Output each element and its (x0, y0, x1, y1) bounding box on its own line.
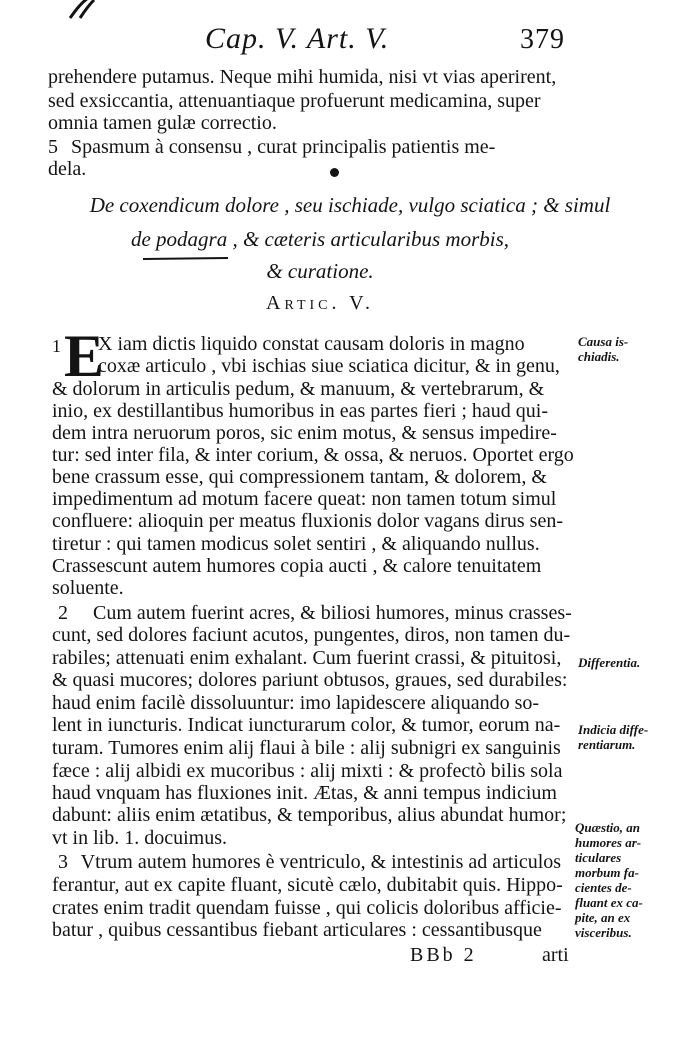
paragraph-three-first-line (58, 851, 561, 873)
text-line: rabiles; attenuati enim exhalant. Cum fuerint crassi, & pituitosi, (52, 647, 562, 669)
margin-note-differentia: Differentia. (578, 655, 641, 670)
text-line: Vtrum autem humores è ventriculo, & intestinis ad articulos (80, 851, 562, 873)
paragraph-number: 1 (52, 336, 61, 356)
text-line: batur , quibus cessantibus fiebant articulares : cessantibusque (52, 919, 542, 941)
text-line: fæce : alij albidi ex mucoribus : alij mixti : & profectò bilis sola (52, 760, 563, 782)
text-line: bene crassum esse, qui compressionem tantam, & dolorem, & (52, 466, 547, 488)
text-line: ferantur, aut ex capite fluant, sicutè cælo, dubitabit quis. Hippo- (52, 874, 563, 896)
text-line: haud vnquam has fluxiones init. Ætas, & anni tempus indicium (52, 782, 557, 804)
paragraph-number: 2 (58, 602, 68, 624)
article-label: Artic. V. (266, 292, 374, 314)
text-line: & quasi mucores; dolores pariunt obtusos, graues, sed durabiles: (52, 669, 568, 691)
ink-flourish-icon (66, 0, 96, 20)
item-five-text: Spasmum à consensu , curat principalis patientis me- (71, 136, 496, 158)
text-line: soluente. (52, 577, 124, 599)
text-line: dabunt: aliis enim ætatibus, & temporibus, alius abundat humor; (52, 804, 567, 826)
page-number: 379 (520, 24, 565, 55)
text-line: omnia tamen gulæ correctio. (48, 112, 277, 134)
signature-mark: BBb 2 (410, 944, 477, 966)
text-line: vt in lib. 1. docuimus. (52, 827, 227, 849)
text-line: Cum autem fuerint acres, & biliosi humores, minus crasses- (93, 602, 572, 624)
text-line: coxæ articulo , vbi ischias siue sciatica dicitur, & in genu, (98, 355, 560, 377)
ink-dot (330, 168, 339, 177)
text-line: sed exsiccantia, attenuantiaque profuerunt medicamina, super (48, 90, 541, 112)
text-line: haud enim facilè dissoluuntur: imo lapidescere aliquando so- (52, 692, 540, 714)
item-five-line (48, 136, 495, 158)
catchword: arti (542, 944, 569, 966)
drop-cap: E (64, 323, 105, 389)
text-line: Crassescunt autem humores copia aucti , & calore tenuitatem (52, 555, 542, 577)
margin-note-indicia: Indicia diffe- rentiarum. (578, 722, 649, 752)
text-line: inio, ex destillantibus humoribus in eas partes fieri ; haud qui- (52, 400, 549, 422)
paragraph-two-first-line (58, 602, 572, 624)
page-header (0, 18, 700, 60)
text-line: tiretur : qui tamen modicus solet sentiri , & aliquando nullus. (52, 533, 540, 555)
section-heading-line: De coxendicum dolore , seu ischiade, vulgo sciatica ; & simul (89, 193, 611, 217)
text-line: lent in iuncturis. Indicat iuncturarum color, & tumor, eorum na- (52, 714, 561, 736)
section-heading-line: de podagra , & cæteris articularibus morbis, (130, 227, 509, 251)
text-line: dela. (48, 158, 87, 180)
text-line: prehendere putamus. Neque mihi humida, nisi vt vias aperirent, (48, 66, 557, 88)
text-line: & dolorum in articulis pedum, & manuum, & vertebrarum, & (52, 378, 545, 400)
text-line: turam. Tumores enim alij flaui à bile : alij subnigri ex sanguinis (52, 737, 561, 759)
page-footer (0, 944, 700, 974)
paragraph-number: 5 (48, 136, 58, 158)
text-line: confluere: alioquin per meatus fluxionis dolor vagans dirus sen- (52, 510, 563, 532)
running-head: Cap. V. Art. V. (205, 22, 390, 55)
paragraph-number: 3 (58, 851, 68, 873)
margin-note-quaestio: Quæstio, an humores ar- ticulares morbum fa- cientes de- fluant ex ca- pite, an ex visceribus. (575, 820, 643, 940)
text-line: crates enim tradit quendam fuisse , qui colicis doloribus afficie- (52, 897, 562, 919)
text-line: dem intra neruorum poros, sic enim motus, & sensus impedire- (52, 422, 557, 444)
section-heading-line: & curatione. (266, 259, 374, 283)
text-line: impedimentum ad motum facere queat: non tamen totum simul (52, 488, 557, 510)
text-line: X iam dictis liquido constat causam doloris in magno (98, 333, 525, 355)
text-line: tur: sed inter fila, & inter corium, & ossa, & neruos. Oportet ergo (52, 444, 574, 466)
margin-note-causa: Causa is- chiadis. (578, 334, 629, 364)
text-line: cunt, sed dolores faciunt acutos, pungentes, diros, non tamen du- (52, 624, 571, 646)
